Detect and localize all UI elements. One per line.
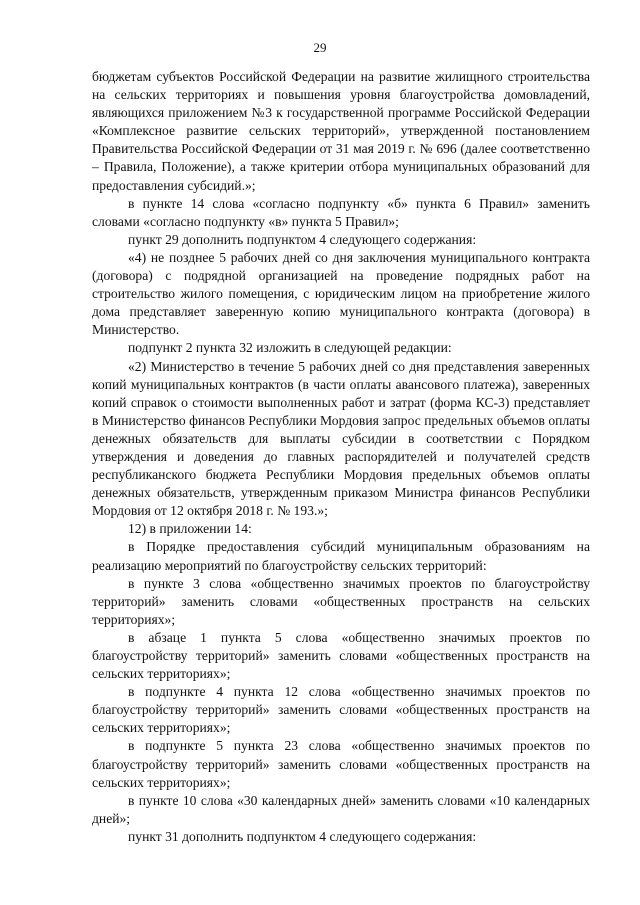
paragraph: в пункте 3 слова «общественно значимых проектов по благоустройству территорий» заменить словами «общественных пространств на сельских территориях»; [92, 575, 590, 627]
paragraph: в пункте 10 слова «30 календарных дней» заменить словами «10 календарных дней»; [92, 792, 590, 826]
paragraph: в Порядке предоставления субсидий муниципальным образованиям на реализацию мероприятий по благоустройству сельских территорий: [92, 539, 590, 573]
paragraph: бюджетам субъектов Российской Федерации на развитие жилищного строительства на сельских территориях и повышения уровня благоустройства домовладений, являющихся приложением №3 к государственной программе Российской Федерации «Комплексное развитие сельских территорий», утвержденной постановлением Правительства Российской Федерации от 31 мая 2019 г. № 696 (далее соответственно – Правила, Положение), а также критерии отбора муниципальных образований для предоставления субсидий.»; [92, 69, 590, 193]
paragraph: пункт 29 дополнить подпунктом 4 следующего содержания: [128, 231, 477, 247]
paragraph: в абзаце 1 пункта 5 слова «общественно значимых проектов по благоустройству территорий» заменить словами «общественных пространств на сельских территориях»; [92, 629, 590, 682]
paragraph: 12) в приложении 14: [128, 521, 252, 537]
paragraph: «4) не позднее 5 рабочих дней со дня заключения муниципального контракта (договора) с подрядной организацией на проведение подрядных работ на строительство жилого помещения, с юридическим лицом на приобретение жилого дома представляет заверенную копию муниципального контракта (договора) в Министерство. [92, 249, 590, 338]
page-number: 29 [313, 40, 327, 55]
paragraph: в подпункте 4 пункта 12 слова «общественно значимых проектов по благоустройству территорий» заменить словами «общественных пространств на сельских территориях»; [92, 684, 590, 736]
paragraph: пункт 31 дополнить подпунктом 4 следующего содержания: [128, 828, 477, 844]
paragraph: в пункте 14 слова «согласно подпункту «б» пункта 6 Правил» заменить словами «согласно подпункту «в» пункта 5 Правил»; [92, 195, 590, 229]
paragraph: в подпункте 5 пункта 23 слова «общественно значимых проектов по благоустройству территорий» заменить словами «общественных пространств на сельских территориях»; [92, 738, 590, 790]
paragraph: «2) Министерство в течение 5 рабочих дней со дня представления заверенных копий муниципальных контрактов (в части оплаты авансового платежа), заверенных копий справок о стоимости выполненных работ и затрат (форма КС-3) представляет в Министерство финансов Республики Мордовия запрос предельных объемов оплаты денежных обязательств для выплаты субсидии в соответствии с Порядком утверждения и доведения до главных распорядителей и получателей средств республиканского бюджета Республики Мордовия предельных объемов оплаты денежных обязательств, утвержденным приказом Министра финансов Республики Мордовия от 12 октября 2018 г. № 193.»; [92, 358, 590, 519]
paragraph: подпункт 2 пункта 32 изложить в следующей редакции: [128, 340, 452, 356]
document-body [92, 68, 590, 846]
